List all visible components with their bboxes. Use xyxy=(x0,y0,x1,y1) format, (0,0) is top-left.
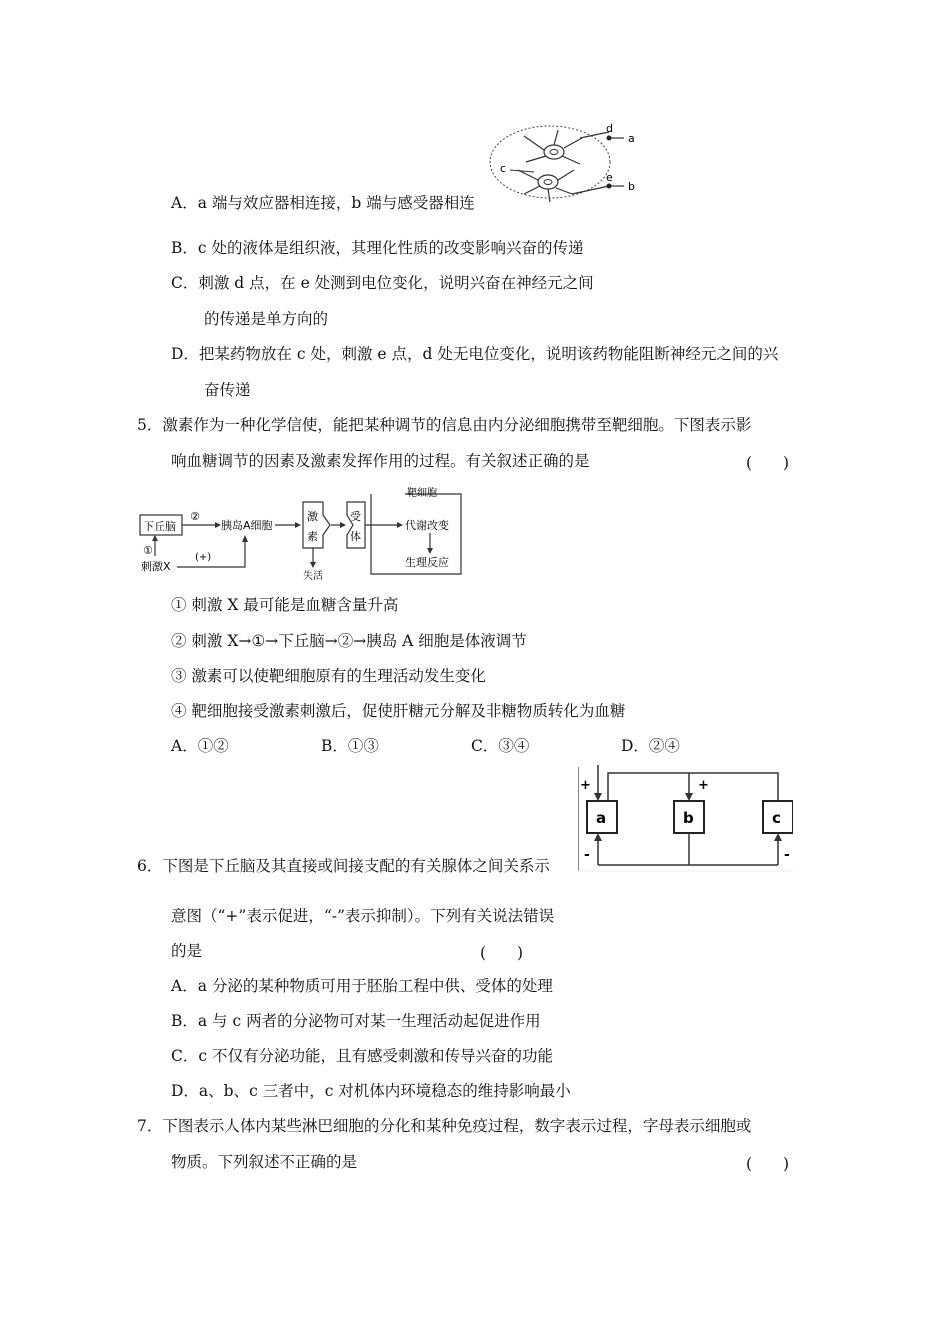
q5-statement-2: ② 刺激 X→①→下丘脑→②→胰岛 A 细胞是体液调节 xyxy=(171,632,527,650)
q4-option-b: B．c 处的液体是组织液，其理化性质的改变影响兴奋的传递 xyxy=(171,239,584,257)
q5-answer-paren: ( ) xyxy=(746,454,790,472)
plus-label: (+) xyxy=(195,552,212,563)
q6-option-c: C．c 不仅有分泌功能，且有感受刺激和传导兴奋的功能 xyxy=(171,1047,553,1065)
q6-answer-paren: ( ) xyxy=(480,944,524,962)
q6-option-b: B．a 与 c 两者的分泌物可对某一生理活动起促进作用 xyxy=(171,1012,541,1030)
inactivate-label: 失活 xyxy=(303,571,323,582)
minus-a-label: - xyxy=(584,847,590,863)
stimulus-label: 刺激X xyxy=(141,560,171,573)
box-a-label: a xyxy=(596,809,607,827)
minus-c-label: - xyxy=(784,847,790,863)
label-c: c xyxy=(500,162,507,175)
plus-a-label: + xyxy=(580,778,591,793)
metabolism-label: 代谢改变 xyxy=(405,519,449,532)
q6-stem-line2: 意图（“+”表示促进，“-”表示抑制）。下列有关说法错误 xyxy=(171,907,555,925)
q5-statement-1: ① 刺激 X 最可能是血糖含量升高 xyxy=(171,596,399,614)
q4-option-d: D．把某药物放在 c 处，刺激 e 点，d 处无电位变化，说明该药物能阻断神经元之间的兴 xyxy=(171,345,779,363)
q6-option-d: D．a、b、c 三者中，c 对机体内环境稳态的维持影响最小 xyxy=(171,1082,571,1100)
q5-choice-d: D．②④ xyxy=(621,737,680,755)
receptor-char-1: 受 xyxy=(350,510,361,523)
q6-stem-line3: 的是 xyxy=(171,942,203,960)
islet-a-label: 胰岛A细胞 xyxy=(221,519,273,532)
target-cell-label: 靶细胞 xyxy=(407,488,437,499)
box-b-label: b xyxy=(683,809,694,827)
q5-stem-line2: 响血糖调节的因素及激素发挥作用的过程。有关叙述正确的是 xyxy=(171,452,590,470)
q6-option-a: A．a 分泌的某种物质可用于胚胎工程中供、受体的处理 xyxy=(171,977,553,995)
q4-option-c-cont: 的传递是单方向的 xyxy=(204,310,329,328)
q7-answer-paren: ( ) xyxy=(746,1155,790,1173)
neuron-figure xyxy=(484,120,654,210)
hormone-figure xyxy=(135,482,470,582)
q7-stem-line1: 7．下图表示人体内某些淋巴细胞的分化和某种免疫过程，数字表示过程，字母表示细胞或 xyxy=(137,1117,752,1135)
box-c-label: c xyxy=(772,809,781,827)
physio-label: 生理反应 xyxy=(405,556,449,569)
q5-choice-b: B．①③ xyxy=(321,737,379,755)
q7-stem-line2: 物质。下列叙述不正确的是 xyxy=(171,1153,358,1171)
circle-2-label: ② xyxy=(190,510,200,523)
hormone-char-1: 激 xyxy=(307,510,318,523)
label-a: a xyxy=(628,132,635,145)
q5-statement-4: ④ 靶细胞接受激素刺激后，促使肝糖元分解及非糖物质转化为血糖 xyxy=(171,702,626,720)
circle-1-label: ① xyxy=(143,544,153,557)
label-b: b xyxy=(628,180,635,193)
hormone-char-2: 素 xyxy=(307,530,318,543)
q4-option-d-cont: 奋传递 xyxy=(204,381,251,399)
q4-option-a: A．a 端与效应器相连接，b 端与感受器相连 xyxy=(171,194,475,212)
label-e: e xyxy=(606,171,613,184)
q5-choice-a: A．①② xyxy=(171,737,229,755)
q5-statement-3: ③ 激素可以使靶细胞原有的生理活动发生变化 xyxy=(171,667,486,685)
label-d: d xyxy=(606,122,613,135)
q6-stem-line1: 6．下图是下丘脑及其直接或间接支配的有关腺体之间关系示 xyxy=(137,857,550,875)
q4-option-c: C．刺激 d 点，在 e 处测到电位变化，说明兴奋在神经元之间 xyxy=(171,274,594,292)
hypothalamus-label: 下丘脑 xyxy=(143,520,176,533)
q5-choice-c: C．③④ xyxy=(471,737,530,755)
plus-b-label: + xyxy=(698,778,709,793)
receptor-char-2: 体 xyxy=(350,530,361,543)
gland-figure xyxy=(578,765,793,873)
q5-stem-line1: 5．激素作为一种化学信使，能把某种调节的信息由内分泌细胞携带至靶细胞。下图表示影 xyxy=(137,416,752,434)
